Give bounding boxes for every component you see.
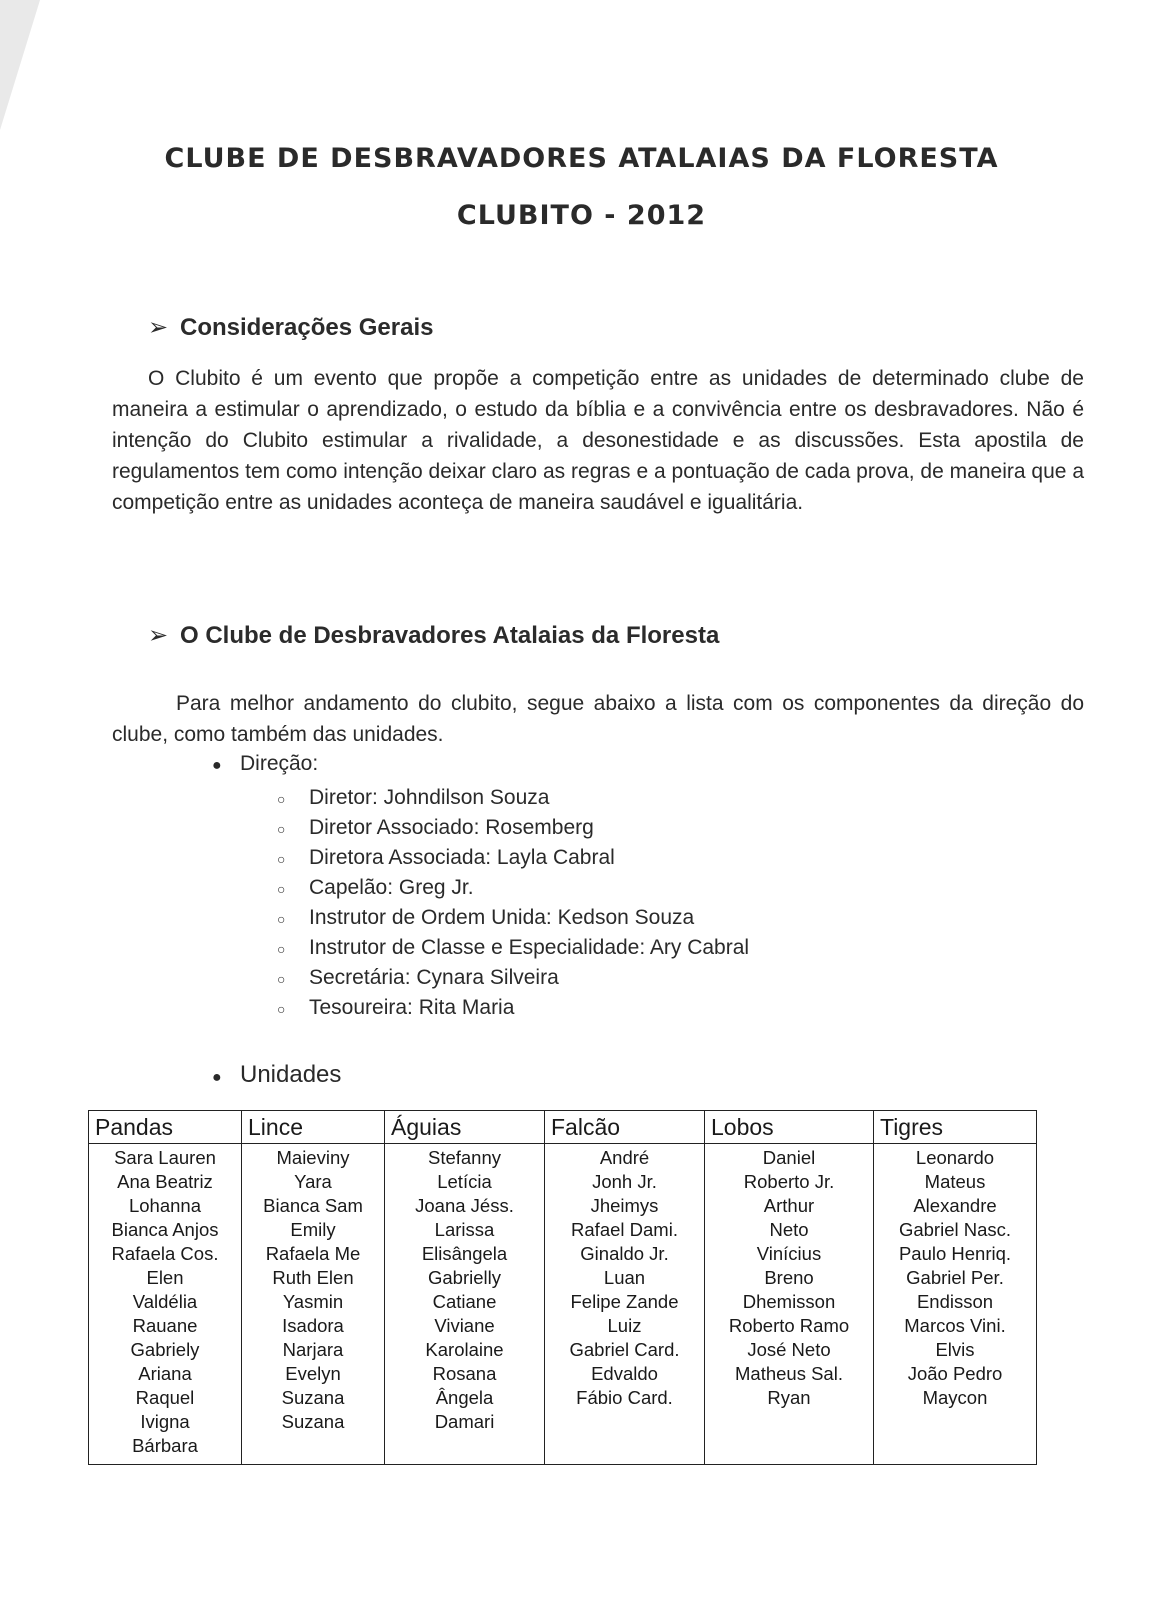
member-name: Valdélia xyxy=(132,1291,198,1312)
circle-bullet-icon: ○ xyxy=(277,881,286,897)
member-name: Elen xyxy=(146,1267,184,1288)
paragraph-clube xyxy=(112,688,1084,750)
member-name: Rafael Dami. xyxy=(571,1219,678,1240)
member-name: Luan xyxy=(603,1267,646,1288)
bullet-direcao xyxy=(212,752,318,776)
arrow-bullet-icon: ➢ xyxy=(148,314,169,341)
unit-members-cell xyxy=(874,1144,1037,1465)
member-name: Narjara xyxy=(282,1339,344,1360)
unit-members-cell xyxy=(545,1144,705,1465)
list-item: ○ Capelão: Greg Jr. xyxy=(277,873,749,903)
member-name: Suzana xyxy=(281,1387,345,1408)
member-name: Suzana xyxy=(281,1411,345,1432)
bullet-dot-icon: ● xyxy=(212,757,222,774)
list-item: ○ Tesoureira: Rita Maria xyxy=(277,993,749,1023)
circle-bullet-icon: ○ xyxy=(277,941,286,957)
member-name: Evelyn xyxy=(285,1363,341,1384)
member-name: Rafaela Cos. xyxy=(111,1243,219,1264)
member-name: Viviane xyxy=(434,1315,495,1336)
member-name: Jheimys xyxy=(590,1195,659,1216)
member-name: Felipe Zande xyxy=(570,1291,679,1312)
member-name: Rafaela Me xyxy=(265,1243,361,1264)
unidades-table xyxy=(88,1110,1037,1465)
member-name: Ginaldo Jr. xyxy=(580,1243,669,1264)
member-name: Daniel xyxy=(762,1147,816,1168)
member-name: Roberto Ramo xyxy=(728,1315,850,1336)
bullet-unidades xyxy=(212,1061,341,1089)
column-header: Águias xyxy=(385,1111,545,1144)
member-name: Lohanna xyxy=(128,1195,202,1216)
section-heading-text: O Clube de Desbravadores Atalaias da Floresta xyxy=(180,622,720,649)
document-title: CLUBE DE DESBRAVADORES ATALAIAS DA FLORESTA xyxy=(164,143,999,174)
member-name: Luiz xyxy=(607,1315,642,1336)
member-name: Ariana xyxy=(138,1363,192,1384)
member-name: Ivigna xyxy=(140,1411,190,1432)
member-name: Gabriel Nasc. xyxy=(898,1219,1012,1240)
bullet-dot-icon: ● xyxy=(212,1069,222,1086)
member-name: Marcos Vini. xyxy=(904,1315,1006,1336)
member-name: Ryan xyxy=(767,1387,811,1408)
member-name: Ruth Elen xyxy=(272,1267,354,1288)
member-name: Maycon xyxy=(922,1387,988,1408)
circle-bullet-icon: ○ xyxy=(277,1001,286,1017)
unit-members-cell xyxy=(705,1144,874,1465)
member-name: Ângela xyxy=(435,1387,494,1408)
member-name: Arthur xyxy=(763,1195,815,1216)
list-item: ○ Diretor Associado: Rosemberg xyxy=(277,813,749,843)
member-name: Joana Jéss. xyxy=(415,1195,514,1216)
column-header: Lobos xyxy=(705,1111,874,1144)
unit-members-cell xyxy=(385,1144,545,1465)
member-name: Yara xyxy=(294,1171,332,1192)
member-name: Leonardo xyxy=(915,1147,995,1168)
list-item: ○ Secretária: Cynara Silveira xyxy=(277,963,749,993)
unit-members-cell xyxy=(242,1144,385,1465)
member-name: Jonh Jr. xyxy=(592,1171,657,1192)
member-name: Roberto Jr. xyxy=(743,1171,835,1192)
circle-bullet-icon: ○ xyxy=(277,971,286,987)
member-name: Alexandre xyxy=(913,1195,997,1216)
column-header: Pandas xyxy=(89,1111,242,1144)
paragraph-text: Para melhor andamento do clubito, segue abaixo a lista com os componentes da direção do clube, como também das unidades. xyxy=(112,692,1084,746)
member-name: Catiane xyxy=(432,1291,497,1312)
member-name: Breno xyxy=(764,1267,814,1288)
bullet-label: Direção: xyxy=(240,752,319,775)
section-heading-text: Considerações Gerais xyxy=(180,314,434,341)
member-name: Matheus Sal. xyxy=(735,1363,843,1384)
member-name: Elvis xyxy=(935,1339,975,1360)
column-header: Falcão xyxy=(545,1111,705,1144)
column-header: Tigres xyxy=(874,1111,1037,1144)
folded-corner xyxy=(0,0,40,130)
list-item: ○ Diretora Associada: Layla Cabral xyxy=(277,843,749,873)
member-name: Bárbara xyxy=(132,1435,198,1456)
member-name: Larissa xyxy=(434,1219,495,1240)
section-heading-consideracoes xyxy=(148,313,433,342)
paragraph-consideracoes xyxy=(112,363,1084,518)
member-name: Emily xyxy=(290,1219,336,1240)
member-name: Letícia xyxy=(437,1171,492,1192)
column-header: Lince xyxy=(242,1111,385,1144)
member-name: Dhemisson xyxy=(742,1291,836,1312)
table-row xyxy=(89,1144,1037,1465)
member-name: Endisson xyxy=(916,1291,994,1312)
list-item: ○ Diretor: Johndilson Souza xyxy=(277,783,749,813)
circle-bullet-icon: ○ xyxy=(277,791,286,807)
member-name: Stefanny xyxy=(427,1147,502,1168)
member-name: Gabrielly xyxy=(428,1267,501,1288)
member-name: Vinícius xyxy=(756,1243,822,1264)
member-name: Paulo Henriq. xyxy=(898,1243,1012,1264)
circle-bullet-icon: ○ xyxy=(277,911,286,927)
paragraph-text: O Clubito é um evento que propõe a competição entre as unidades de determinado clube de maneira a estimular o aprendizado, o estudo da bíblia e a convivência entre os desbravadores. Não é intenção do Clubito estimular a rivalidade, a desonestidade e as discussões. Esta apostila de regulamentos tem como intenção deixar claro as regras e a pontuação de cada prova, de maneira que a competição entre as unidades aconteça de maneira saudável e igualitária. xyxy=(112,367,1084,514)
member-name: Karolaine xyxy=(425,1339,504,1360)
member-name: Rauane xyxy=(132,1315,198,1336)
document-subtitle: CLUBITO - 2012 xyxy=(456,200,707,231)
section-heading-clube xyxy=(148,621,719,650)
list-item: ○ Instrutor de Ordem Unida: Kedson Souza xyxy=(277,903,749,933)
member-name: Ana Beatriz xyxy=(117,1171,213,1192)
member-name: João Pedro xyxy=(907,1363,1003,1384)
member-name: Fábio Card. xyxy=(576,1387,673,1408)
table-header-row xyxy=(89,1111,1037,1144)
circle-bullet-icon: ○ xyxy=(277,821,286,837)
circle-bullet-icon: ○ xyxy=(277,851,286,867)
member-name: Maieviny xyxy=(276,1147,350,1168)
member-name: Gabriely xyxy=(130,1339,200,1360)
member-name: André xyxy=(599,1147,650,1168)
member-name: Yasmin xyxy=(282,1291,344,1312)
direcao-list xyxy=(277,783,749,1023)
list-item: ○ Instrutor de Classe e Especialidade: Ary Cabral xyxy=(277,933,749,963)
member-name: Gabriel Per. xyxy=(906,1267,1004,1288)
member-name: Rosana xyxy=(432,1363,497,1384)
member-name: Raquel xyxy=(135,1387,195,1408)
member-name: Gabriel Card. xyxy=(569,1339,680,1360)
member-name: Sara Lauren xyxy=(114,1147,216,1168)
unit-members-cell xyxy=(89,1144,242,1465)
member-name: Mateus xyxy=(924,1171,986,1192)
member-name: Neto xyxy=(769,1219,809,1240)
member-name: Bianca Sam xyxy=(263,1195,363,1216)
member-name: Isadora xyxy=(282,1315,344,1336)
member-name: José Neto xyxy=(747,1339,831,1360)
bullet-label: Unidades xyxy=(240,1061,342,1088)
member-name: Edvaldo xyxy=(591,1363,658,1384)
member-name: Damari xyxy=(434,1411,495,1432)
member-name: Elisângela xyxy=(421,1243,508,1264)
member-name: Bianca Anjos xyxy=(111,1219,219,1240)
arrow-bullet-icon: ➢ xyxy=(148,622,169,649)
